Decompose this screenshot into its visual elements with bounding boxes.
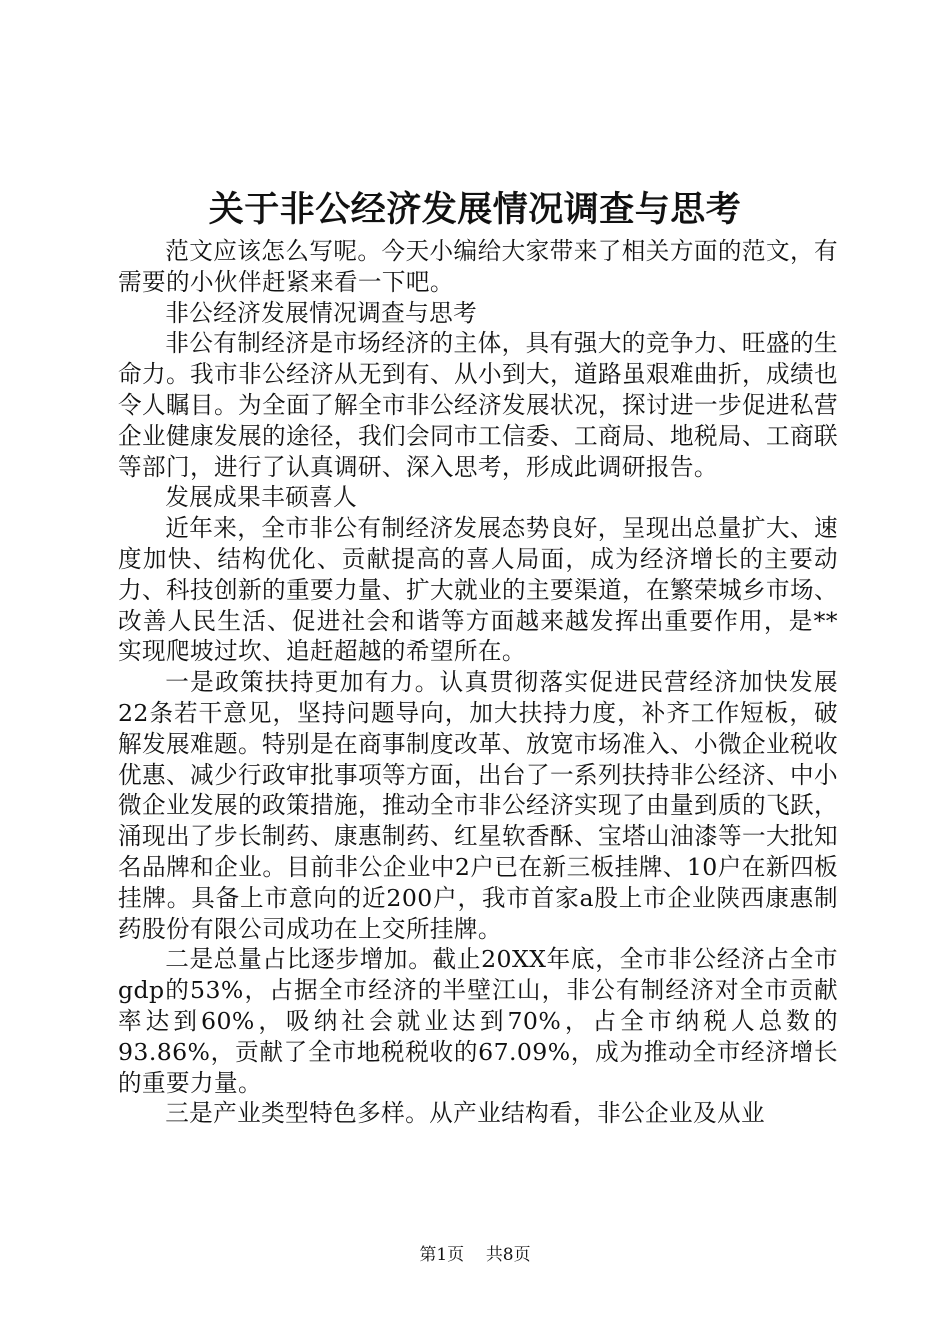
section-heading: 发展成果丰硕喜人: [165, 483, 358, 512]
paragraph-share: 二是总量占比逐步增加。截止20XX年底，全市非公经济占全市gdp的53%，占据全市经济的半壁江山，非公有制经济对全市贡献率达到60%，吸纳社会就业达到70%，占全市纳税人总数的93.86%，贡献了全市地税税收的67.09%，成为推动全市经济增长的重要力量。: [118, 945, 838, 1097]
paragraph-overview: 非公有制经济是市场经济的主体，具有强大的竞争力、旺盛的生命力。我市非公经济从无到有、从小到大，道路虽艰难曲折，成绩也令人瞩目。为全面了解全市非公经济发展状况，探讨进一步促进私营企业健康发展的途径，我们会同市工信委、工商局、地税局、工商联等部门，进行了认真调研、深入思考，形成此调研报告。: [118, 329, 838, 481]
paragraph-intro: 范文应该怎么写呢。今天小编给大家带来了相关方面的范文，有需要的小伙伴赶紧来看一下吧。: [118, 237, 838, 296]
page-footer: [0, 1244, 950, 1266]
paragraph-industry: 三是产业类型特色多样。从产业结构看，非公企业及从业: [165, 1099, 766, 1128]
document-title: 关于非公经济发展情况调查与思考: [208, 189, 742, 230]
page-total: 共8页: [485, 1245, 531, 1265]
paragraph-subtitle: 非公经济发展情况调查与思考: [165, 298, 478, 327]
document-body: [118, 236, 838, 1129]
paragraph-achievements: 近年来，全市非公有制经济发展态势良好，呈现出总量扩大、速度加快、结构优化、贡献提高的喜人局面，成为经济增长的主要动力、科技创新的重要力量、扩大就业的主要渠道，在繁荣城乡市场、改善人民生活、促进社会和谐等方面越来越发挥出重要作用，是**实现爬坡过坎、追赶超越的希望所在。: [118, 514, 838, 666]
footer-gap: [470, 1245, 481, 1265]
page-number: 第1页: [419, 1245, 465, 1265]
paragraph-policy: 一是政策扶持更加有力。认真贯彻落实促进民营经济加快发展22条若干意见，坚持问题导向，加大扶持力度，补齐工作短板，破解发展难题。特别是在商事制度改革、放宽市场准入、小微企业税收优惠、减少行政审批事项等方面，出台了一系列扶持非公经济、中小微企业发展的政策措施，推动全市非公经济实现了由量到质的飞跃，涌现出了步长制药、康惠制药、红星软香酥、宝塔山油漆等一大批知名品牌和企业。目前非公企业中2户已在新三板挂牌、10户在新四板挂牌。具备上市意向的近200户，我市首家a股上市企业陕西康惠制药股份有限公司成功在上交所挂牌。: [118, 668, 838, 943]
